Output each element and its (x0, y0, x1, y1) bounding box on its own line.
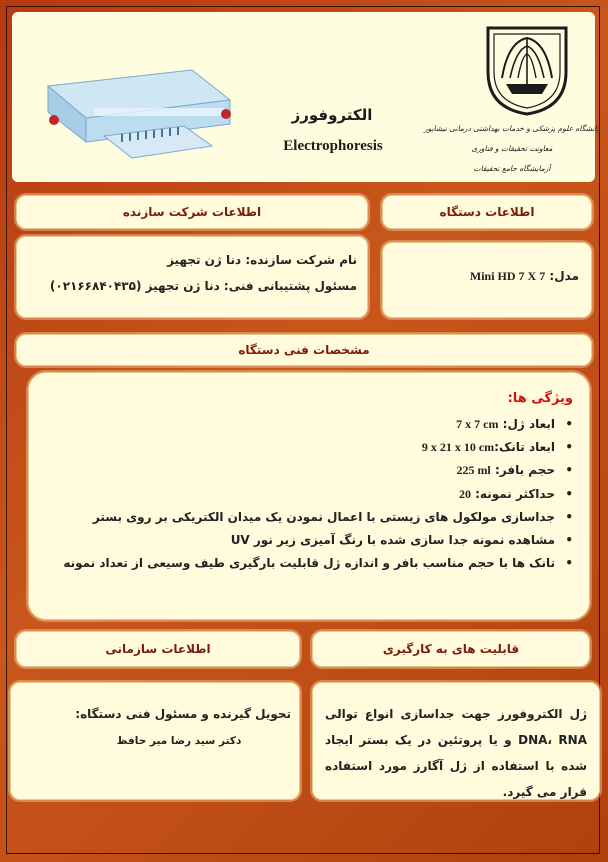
manufacturer-name: نام شرکت سازنده: دنا ژن تجهیز (167, 253, 357, 267)
list-item: • تانک ها با حجم مناسب بافر و اندازه ژل قابلیت بارگیری طیف وسیعی از تعداد نمونه (37, 552, 577, 575)
features-list (37, 413, 577, 575)
capabilities-box (312, 682, 600, 800)
features-heading: ویژگی ها: (507, 391, 573, 406)
device-title-fa: الکتروفورز (291, 106, 373, 124)
organizational-info-title-text: اطلاعات سازمانی (105, 642, 211, 656)
list-item: • حداکثر نمونه: 20 (37, 483, 577, 506)
capabilities-title (312, 631, 590, 667)
device-info-title (382, 195, 592, 229)
receiver-label: تحویل گیرنده و مسئول فنی دستگاه: (75, 707, 291, 721)
organizational-info-title (16, 631, 300, 667)
organizational-info-box (10, 682, 300, 800)
university-line-1: دانشگاه علوم پزشکی و خدمات بهداشتی درمانی نیشابور (423, 124, 601, 133)
capability-text: ژل الکتروفورز جهت جداسازی انواع توالی DNA، RNA و یا پروتئین در یک بستر ایجاد شده با استفاده از ژل آگارز مورد استفاده قرار می گیرد. (325, 707, 587, 799)
list-item: • ابعاد ژل: 7 x 7 cm (37, 413, 577, 436)
university-line-2: معاونت تحقیقات و فناوری (471, 144, 553, 153)
technical-specs-title (16, 334, 592, 366)
technical-specs-title-text: مشخصات فنی دستگاه (238, 343, 370, 357)
device-title-en: Electrophoresis (283, 138, 383, 154)
capabilities-title-text: قابلیت های به کارگیری (382, 642, 520, 656)
electrophoresis-device-icon (34, 56, 234, 168)
manufacturer-info-title (16, 195, 368, 229)
device-model-value: Mini HD 7 X 7 (469, 269, 546, 283)
manufacturer-info-box (16, 236, 368, 318)
device-model-label: مدل: (549, 269, 579, 283)
technical-specs-box (28, 372, 590, 620)
list-item: • حجم بافر: 225 ml (37, 459, 577, 482)
header-panel (12, 12, 601, 182)
list-item: • جداسازی مولکول های زیستی با اعمال نمودن یک میدان الکتریکی بر روی بستر (37, 506, 577, 529)
list-item: • مشاهده نمونه جدا سازی شده با رنگ آمیزی زیر نور UV (37, 529, 577, 552)
device-info-title-text: اطلاعات دستگاه (439, 205, 535, 219)
device-info-box (382, 242, 592, 318)
manufacturer-support: مسئول پشتیبانی فنی: دنا ژن تجهیز (۰۲۱۶۶۸۴۰۴۳۵) (49, 279, 357, 293)
list-item: • ابعاد تانک:9 x 21 x 10 cm (37, 436, 577, 459)
university-logo-icon (480, 20, 574, 116)
manufacturer-info-title-text: اطلاعات شرکت سازنده (122, 205, 262, 219)
receiver-name: دکتر سید رضا میر حافظ (116, 735, 242, 747)
university-line-3: آزمایشگاه جامع تحقیقات (473, 164, 551, 173)
